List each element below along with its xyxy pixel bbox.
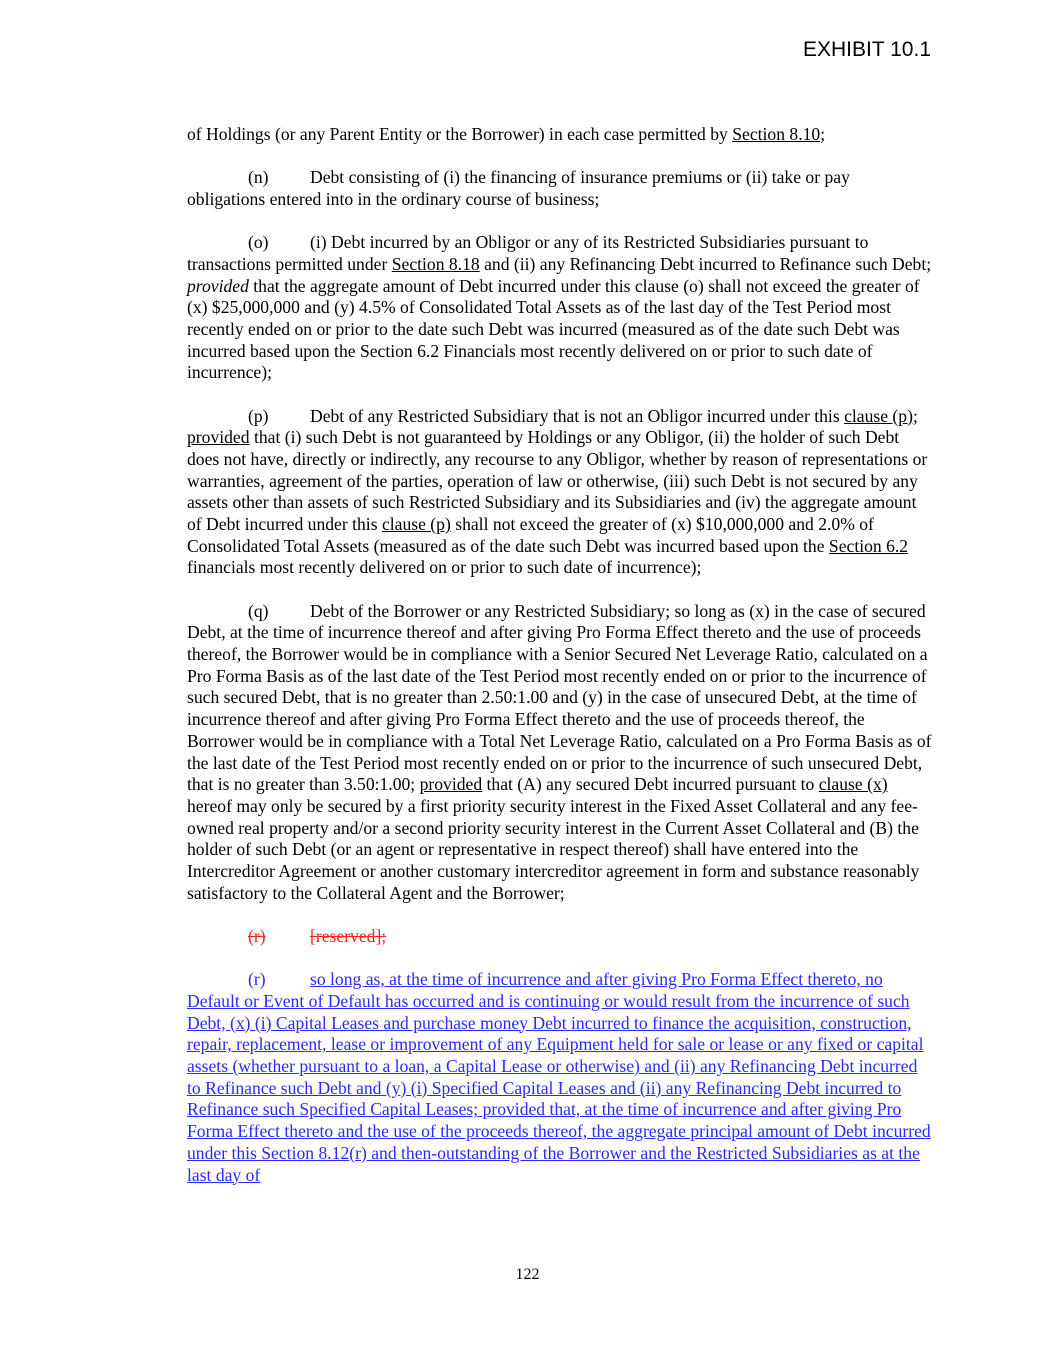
clause-text: Debt consisting of (i) the financing of insurance premiums or (ii) take or pay obligations entered into in the ordinary course of business; xyxy=(187,167,850,209)
clause-label: (n) xyxy=(248,167,269,188)
clause-text: (i) Debt incurred by an Obligor or any of its Restricted Subsidiaries pursuant to transactions permitted under xyxy=(187,232,869,274)
paragraph-n xyxy=(187,167,932,210)
clause-text: Debt of the Borrower or any Restricted Subsidiary; so long as (x) in the case of secured Debt, at the time of incurrence thereof and after giving Pro Forma Effect thereto and the use of proceeds thereof, the Borrower would be in compliance with a Senior Secured Net Leverage Ratio, calculated on a Pro Forma Basis as of the last date of the Test Period most recently ended on or prior to the incurrence of such secured Debt, that is no greater than 2.50:1.00 and (y) in the case of unsecured Debt, at the time of incurrence thereof and after giving Pro Forma Effect thereto and the use of proceeds thereof, the Borrower would be in compliance with a Total Net Leverage Ratio, calculated on a Pro Forma Basis as of the last date of the Test Period most recently ended on or prior to the incurrence of such unsecured Debt, that is no greater than 3.50:1.00; xyxy=(187,600,932,795)
clause-text: shall not exceed the greater of (x) $10,000,000 and 2.0% of Consolidated Total Assets (measured as of the date such Debt was incurred based upon the xyxy=(187,514,874,556)
clause-text: and (ii) any Refinancing Debt incurred to Refinance such Debt; xyxy=(479,253,932,274)
paragraph-q xyxy=(187,601,932,905)
section-reference-link[interactable]: Section 8.18 xyxy=(391,253,480,274)
page-number: 122 xyxy=(515,1266,540,1283)
clause-text: financials most recently delivered on or prior to such date of incurrence); xyxy=(187,557,702,578)
clause-text: that (A) any secured Debt incurred pursuant to xyxy=(482,774,819,795)
paragraph-o xyxy=(187,232,932,384)
clause-text: ; xyxy=(912,405,918,426)
clause-label: (p) xyxy=(248,405,269,426)
clause-reference-link[interactable]: clause (p) xyxy=(381,514,451,535)
deleted-text: [reserved]; xyxy=(310,926,387,946)
exhibit-label: EXHIBIT 10.1 xyxy=(802,38,931,61)
clause-text: that the aggregate amount of Debt incurred under this clause (o) shall not exceed the greater of (x) $25,000,000 and (y) 4.5% of Consolidated Total Assets as of the last day of the Test Period most recently ended on or prior to the date such Debt was incurred (measured as of the date such Debt was incurred based upon the Section 6.2 Financials most recently delivered on or prior to such date of incurrence); xyxy=(187,275,920,383)
clause-text: that (i) such Debt is not guaranteed by Holdings or any Obligor, (ii) the holder of such Debt does not have, directly or indirectly, any recourse to any Obligor, whether by reason of representations or warranties, agreement of the parties, operation of law or otherwise, (iii) such Debt is not secured by any assets other than assets of such Restricted Subsidiary and its Subsidiaries and (iv) the aggregate amount of Debt incurred under this xyxy=(187,427,928,535)
clause-label: (o) xyxy=(248,232,269,253)
clause-reference-link[interactable]: clause (p) xyxy=(844,405,913,426)
paragraph-r-inserted xyxy=(187,969,932,1186)
provided-term: provided xyxy=(419,774,483,795)
paragraph-r-deleted xyxy=(187,926,932,948)
clause-label: (r) xyxy=(248,926,266,946)
inserted-text: so long as, at the time of incurrence and after giving Pro Forma Effect thereto, no Default or Event of Default has occurred and is continuing or would result from the incurrence of such Debt, (x) (i) Capital Leases and purchase money Debt incurred to finance the acquisition, construction, repair, replacement, lease or improvement of any Equipment held for sale or lease or any fixed or capital assets (whether pursuant to a loan, a Capital Lease or otherwise) and (ii) any Refinancing Debt incurred to Refinance such Debt and (y) (i) Specified Capital Leases and (ii) any Refinancing Debt incurred to Refinance such Specified Capital Leases; provided that, at the time of incurrence and after giving Pro Forma Effect thereto and the use of the proceeds thereof, the aggregate principal amount of Debt incurred under this Section 8.12(r) and then-outstanding of the Borrower and the Restricted Subsidiaries as at the last day of xyxy=(187,969,931,1185)
document-body xyxy=(187,124,932,1208)
section-reference-link[interactable]: Section 6.2 xyxy=(828,535,909,556)
provided-term: provided xyxy=(187,275,249,296)
clause-label: (q) xyxy=(248,600,269,621)
clause-text: hereof may only be secured by a first priority security interest in the Fixed Asset Collateral and any fee-owned real property and/or a second priority security interest in the Current Asset Collateral and (B) the holder of such Debt (or an agent or representative in respect thereof) shall have entered into the Intercreditor Agreement or another customary intercreditor agreement in form and substance reasonably satisfactory to the Collateral Agent and the Borrower; xyxy=(187,795,920,903)
clause-reference-link[interactable]: clause (x) xyxy=(818,774,888,795)
paragraph-m-continued xyxy=(187,124,932,146)
section-reference-link[interactable]: Section 8.10 xyxy=(732,124,821,144)
provided-term: provided xyxy=(187,427,250,448)
text: ; xyxy=(820,124,826,144)
text: of Holdings (or any Parent Entity or the Borrower) in each case permitted by xyxy=(187,124,733,144)
paragraph-p xyxy=(187,406,932,580)
clause-label: (r) xyxy=(248,969,266,990)
clause-text: Debt of any Restricted Subsidiary that is not an Obligor incurred under this xyxy=(310,405,845,426)
